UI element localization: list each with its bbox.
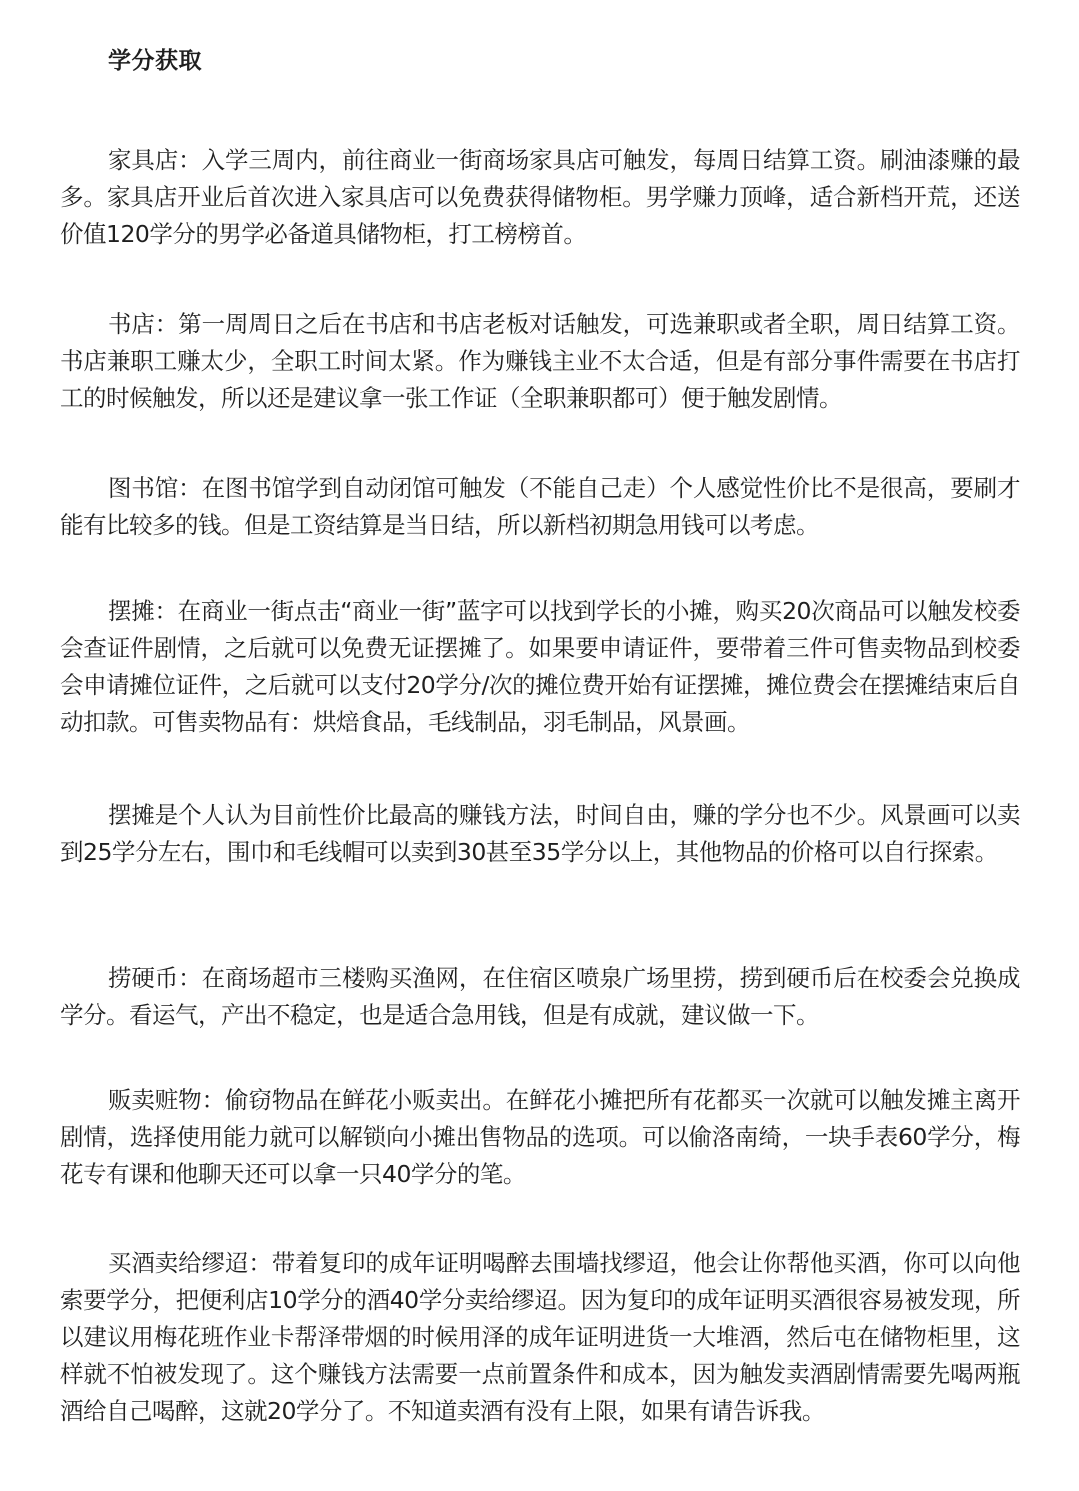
paragraph-bookstore: 书店：第一周周日之后在书店和书店老板对话触发，可选兼职或者全职，周日结算工资。书店兼职工赚太少，全职工时间太紧。作为赚钱主业不太合适，但是有部分事件需要在书店打工的时候触发，所以还是建议拿一张工作证（全职兼职都可）便于触发剧情。 xyxy=(60,310,1020,412)
paragraph-library: 图书馆：在图书馆学到自动闭馆可触发（不能自己走）个人感觉性价比不是很高，要刷才能有比较多的钱。但是工资结算是当日结，所以新档初期急用钱可以考虑。 xyxy=(60,474,1020,539)
paragraph-furniture-store: 家具店：入学三周内，前往商业一街商场家具店可触发，每周日结算工资。刷油漆赚的最多。家具店开业后首次进入家具店可以免费获得储物柜。男学赚力顶峰，适合新档开荒，还送价值120学分的男学必备道具储物柜，打工榜榜首。 xyxy=(60,146,1020,248)
paragraph-sell-alcohol: 买酒卖给缪迢：带着复印的成年证明喝醉去围墙找缪迢，他会让你帮他买酒，你可以向他索要学分，把便利店10学分的酒40学分卖给缪迢。因为复印的成年证明买酒很容易被发现，所以建议用梅花班作业卡帮泽带烟的时候用泽的成年证明进货一大堆酒，然后屯在储物柜里，这样就不怕被发现了。这个赚钱方法需要一点前置条件和成本，因为触发卖酒剧情需要先喝两瓶酒给自己喝醉，这就20学分了。不知道卖酒有没有上限，如果有请告诉我。 xyxy=(60,1249,1020,1425)
paragraph-stall-tips: 摆摊是个人认为目前性价比最高的赚钱方法，时间自由，赚的学分也不少。风景画可以卖到25学分左右，围巾和毛线帽可以卖到30甚至35学分以上，其他物品的价格可以自行探索。 xyxy=(60,801,1020,866)
paragraph-street-stall: 摆摊：在商业一街点击“商业一街”蓝字可以找到学长的小摊，购买20次商品可以触发校委会查证件剧情，之后就可以免费无证摆摊了。如果要申请证件，要带着三件可售卖物品到校委会申请摊位证件，之后就可以支付20学分/次的摊位费开始有证摆摊，摊位费会在摆摊结束后自动扣款。可售卖物品有：烘焙食品，毛线制品，羽毛制品，风景画。 xyxy=(60,597,1020,736)
paragraph-coin-fishing: 捞硬币：在商场超市三楼购买渔网，在住宿区喷泉广场里捞，捞到硬币后在校委会兑换成学分。看运气，产出不稳定，也是适合急用钱，但是有成就，建议做一下。 xyxy=(60,964,1020,1029)
section-heading: 学分获取 xyxy=(108,48,202,74)
paragraph-stolen-goods: 贩卖赃物：偷窃物品在鲜花小贩卖出。在鲜花小摊把所有花都买一次就可以触发摊主离开剧情，选择使用能力就可以解锁向小摊出售物品的选项。可以偷洛南绮，一块手表60学分，梅花专有课和他聊天还可以拿一只40学分的笔。 xyxy=(60,1086,1020,1188)
